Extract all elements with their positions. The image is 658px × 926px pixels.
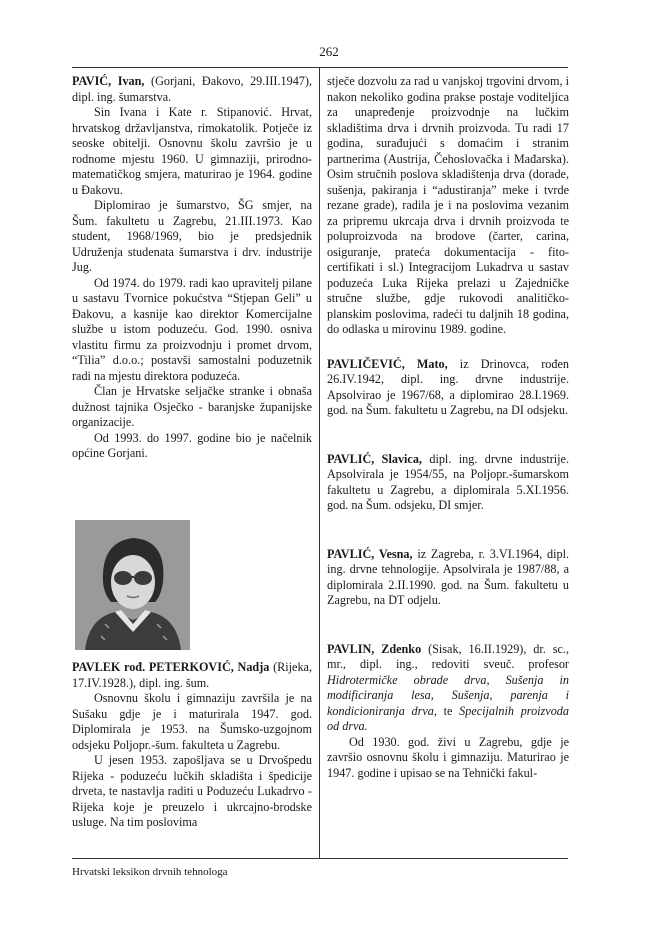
paragraph: Osnovnu školu i gimnaziju završila je na Sušaku gdje je i maturirala 1947. god. Diplomirala je 1953. na Šumsko-uzgojnom odsjeku Poljopr.-šum. fakulteta u Zagrebu. — [72, 691, 312, 752]
top-rule — [72, 67, 568, 68]
entry-pavic-ivan — [72, 74, 312, 462]
lemma-pavlicevic-mato: PAVLIČEVIĆ, Mato, — [327, 356, 448, 371]
entry-head: (Sisak, 16.II.1929), dr. sc., mr., dipl. ing., redoviti sveuč. profesor — [327, 641, 569, 671]
paragraph: Od 1974. do 1979. radi kao upravitelj pilane u sastavu Tvornice pokućstva “Stjepan Geli” u Đakovu, a kasnije kao direktor Komercijalne službe u istom poduzeću. God. 1990. osniva vlastitu firmu za proizvodnju i promet drvom, “Tilia” d.o.o.; postavši samostalni poduzetnik radi na mjestu direktora poduzeća. — [72, 275, 312, 383]
paragraph: Diplomirao je šumarstvo, ŠG smjer, na Šum. fakultetu u Zagrebu, 21.III.1973. Kao student, 1968/1969, bio je predsjednik Udruženja studenata šumarstva i drv. industrije Jug. — [72, 198, 312, 274]
paragraph: Od 1930. god. živi u Zagrebu, gdje je završio osnovnu školu i gimnaziju. Maturirao je 1947. godine i upisao se na Tehnički fakul- — [327, 734, 569, 780]
lemma-pavlic-vesna: PAVLIĆ, Vesna, — [327, 546, 413, 561]
paragraph: Od 1993. do 1997. godine bio je načelnik općine Gorjani. — [72, 430, 312, 460]
left-column — [72, 74, 312, 462]
entry-body: iz Zagreba, r. 3.VI.1964, dipl. ing. drvne tehnologije. Apsolvirala je 1987/88, a diplomirala 2.II.1990. god. na Šum. fakultetu u Zagrebu, na DT odjelu. — [327, 546, 569, 607]
entry-body: dipl. ing. drvne industrije. Apsolvirala je 1954/55, na Poljopr.-šumarskom fakultetu u Zagrebu, a diplomirala 5.XI.1956. god. na Šum. odsjeku, DI smjer. — [327, 451, 569, 512]
footer-title: Hrvatski leksikon drvnih tehnologa — [72, 866, 228, 878]
lemma-pavlek-nadja: PAVLEK rođ. PETERKOVIĆ, Nadja — [72, 660, 270, 674]
entry-pavlic-slavica — [327, 452, 569, 514]
lemma-pavic-ivan: PAVIĆ, Ivan, — [72, 74, 145, 88]
entry-head: (Rijeka, 17.IV.1928.), dipl. ing. šum. — [72, 660, 312, 690]
paragraph: Član je Hrvatske seljačke stranke i obnaša dužnost tajnika Osječko - baranjske županijske organizacije. — [72, 384, 312, 429]
right-column — [327, 74, 569, 781]
left-column-lower — [72, 660, 312, 831]
paragraph: U jesen 1953. zapošljava se u Drvošpedu Rijeka - poduzeću lučkih skladišta i špedicije drveta, te nastavlja raditi u Poduzeću Lukadrvo - Rijeka koje je preuzelo i ukrcajno-brodske usluge. Na tim poslovima — [72, 753, 312, 829]
course-titles: Specijalnih proizvoda od drva. — [327, 703, 569, 733]
bottom-rule — [72, 858, 568, 859]
entry-pavlek-continued — [327, 74, 569, 338]
entry-head: (Gorjani, Đakovo, 29.III.1947), dipl. ing. šumarstva. — [72, 74, 313, 104]
portrait-photo — [75, 520, 190, 650]
entry-pavlicevic-mato — [327, 357, 569, 419]
entry-head: te — [436, 703, 460, 718]
paragraph: Sin Ivana i Kate r. Stipanović. Hrvat, hrvatskog državljanstva, rimokatolik. Potječe iz seoske obitelji. Osnovnu školu završio je u rodnome mjestu 1960. U gimnaziji, prirodno-matematičkog smjera, maturirao je 1964. godine u Đakovu. — [72, 105, 312, 197]
column-divider — [319, 67, 320, 858]
lemma-pavlin-zdenko: PAVLIN, Zdenko — [327, 641, 422, 656]
entry-pavlek-nadja — [72, 660, 312, 831]
paragraph: stječe dozvolu za rad u vanjskoj trgovini drvom, i nakon nekoliko godina prakse postaje voditeljica za unapređenje proizvodnje na lučkim skladištima drva i drvnih proizvoda. Tu radi 17 godina, surađujući s domaćim i stranim partnerima (Austrija, Čehoslovačka i Mađarska). Osim stručnih poslova skladištenja drva (dorade, sušenja, pakiranja i “adustiranja” meke i tvrde rezane grade), radila je i na poslovima vezanim za pripremu ukrcaja drva i drvnih proizvoda te poluproizvoda na brodove (čarter, carina, osiguranje, prateća dokumentacija - fito-certifikati i sl.) Integracijom Lukadrva u sastav poduzeća Luka Rijeka prelazi u Zajedničke stručne službe, gdje rukovodi analitičko-planskim poslovima, radeći tu daljnih 18 godina, do odlaska u mirovinu 1989. godine. — [327, 74, 569, 336]
entry-pavlic-vesna — [327, 547, 569, 609]
entry-pavlin-zdenko — [327, 642, 569, 782]
lemma-pavlic-slavica: PAVLIĆ, Slavica, — [327, 451, 422, 466]
page-number: 262 — [319, 44, 339, 59]
course-titles: Hidrotermičke obrade drva, Sušenja in modificiranja lesa, Sušenja, parenja i kondicioniranja drva, — [327, 672, 569, 718]
entry-body: iz Drinovca, rođen 26.IV.1942, dipl. ing. drvne industrije. Apsolvirao je 1967/68, a diplomirao 28.I.1969. god. na Šum. fakultetu u Zagrebu, na DI odsjeku. — [327, 356, 569, 417]
